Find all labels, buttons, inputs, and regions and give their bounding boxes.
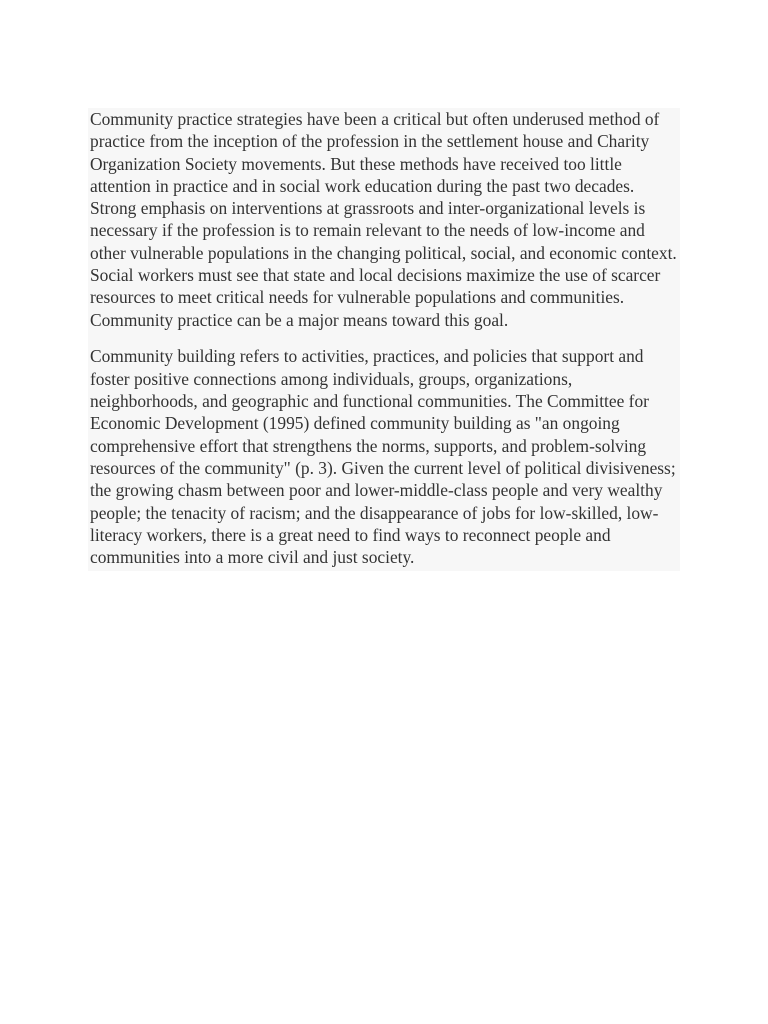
paragraph-community-building: Community building refers to activities, practices, and policies that support and foster positive connections among individuals, groups, organizations, neighborhoods, and geographic and functional communities. The Committee for Economic Development (1995) defined community building as "an ongoing comprehensive effort that strengthens the norms, supports, and problem-solving resources of the community" (p. 3). Given the current level of political divisiveness; the growing chasm between poor and lower-middle-class people and very wealthy people; the tenacity of racism; and the disappearance of jobs for low-skilled, low-literacy workers, there is a great need to find ways to reconnect people and communities into a more civil and just society. (90, 346, 676, 568)
body-text (88, 108, 680, 571)
paragraph-community-practice: Community practice strategies have been a critical but often underused method of practice from the inception of the profession in the settlement house and Charity Organization Society movements. But these methods have received too little attention in practice and in social work education during the past two decades. Strong emphasis on interventions at grassroots and inter-organizational levels is necessary if the profession is to remain relevant to the needs of low-income and other vulnerable populations in the changing political, social, and economic context. Social workers must see that state and local decisions maximize the use of scarcer resources to meet critical needs for vulnerable populations and communities. Community practice can be a major means toward this goal. (90, 109, 677, 330)
